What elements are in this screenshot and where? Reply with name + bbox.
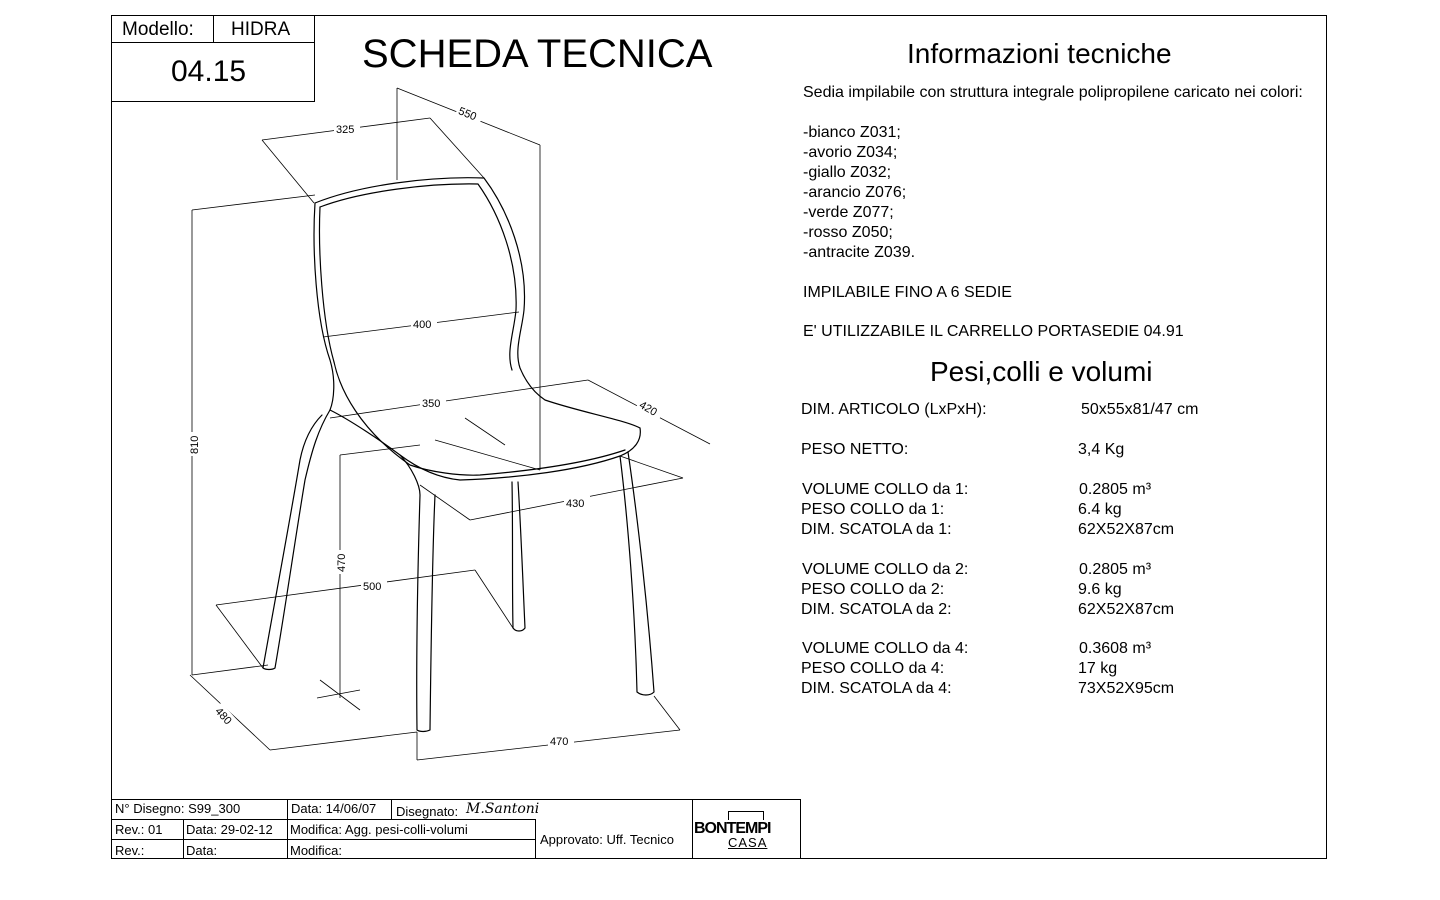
pack2-volume-value: 0.2805 m³ (1079, 561, 1152, 578)
pack2-box-value: 62X52X87cm (1078, 601, 1175, 618)
pack4-box-value: 73X52X95cm (1078, 680, 1175, 697)
drawing-date: Data: 14/06/07 (291, 801, 377, 816)
article-dim-value: 50x55x81/47 cm (1081, 401, 1199, 418)
revision-2-change: Modifica: (290, 843, 343, 858)
backrest-inner (320, 184, 516, 370)
revision-2-date: Data: (186, 843, 218, 858)
revision-1-change: Modifica: Agg. pesi-colli-volumi (290, 822, 468, 837)
color-item: -avorio Z034; (803, 144, 898, 161)
dim-total-height: 810 (189, 435, 201, 454)
pack4-volume-value: 0.3608 m³ (1079, 640, 1152, 657)
drawn-by-label: Disegnato: (396, 804, 459, 819)
dim-base-depth: 480 (212, 705, 234, 728)
pack1-weight-label: PESO COLLO da 1: (801, 501, 945, 518)
model-name: HIDRA (231, 19, 291, 40)
dim-seat-front: 430 (566, 498, 585, 510)
net-weight-label: PESO NETTO: (801, 441, 909, 458)
back-right-leg (620, 452, 654, 695)
dim-seat-height: 470 (336, 553, 348, 572)
revision-1: Rev.: 01 (115, 822, 163, 837)
model-label: Modello: (122, 19, 194, 40)
pack1-volume-value: 0.2805 m³ (1079, 481, 1152, 498)
color-item: -bianco Z031; (803, 124, 901, 141)
pack1-box-value: 62X52X87cm (1078, 521, 1175, 538)
pack4-box-label: DIM. SCATOLA da 4: (801, 680, 952, 697)
dim-seat-depth: 420 (636, 399, 659, 419)
dim-top-width: 325 (336, 124, 355, 136)
net-weight-value: 3,4 Kg (1078, 441, 1125, 458)
dim-base-width: 500 (363, 581, 382, 593)
dim-base-front: 470 (550, 736, 569, 748)
tech-info-heading: Informazioni tecniche (907, 38, 1172, 69)
pack4-volume-label: VOLUME COLLO da 4: (802, 640, 969, 657)
article-dim-label: DIM. ARTICOLO (LxPxH): (801, 401, 987, 418)
back-left-leg (512, 482, 525, 631)
weights-heading: Pesi,colli e volumi (930, 356, 1153, 387)
pack1-volume-label: VOLUME COLLO da 1: (802, 481, 969, 498)
front-right-leg (400, 455, 435, 732)
color-item: -rosso Z050; (803, 224, 893, 241)
front-left-leg (263, 410, 330, 670)
dim-depth-top: 550 (456, 105, 479, 124)
revision-1-date: Data: 29-02-12 (186, 822, 273, 837)
color-item: -antracite Z039. (803, 244, 916, 261)
pack1-box-label: DIM. SCATOLA da 1: (801, 521, 952, 538)
drawn-by-signature: M.Santoni (466, 801, 540, 817)
stack-note: IMPILABILE FINO A 6 SEDIE (803, 284, 1012, 301)
pack4-weight-label: PESO COLLO da 4: (801, 660, 945, 677)
pack2-weight-value: 9.6 kg (1078, 581, 1122, 598)
pack1-weight-value: 6.4 kg (1078, 501, 1122, 518)
drawing-number: N° Disegno: S99_300 (115, 801, 241, 816)
color-item: -arancio Z076; (803, 184, 907, 201)
logo-bottom: CASA (728, 835, 768, 850)
dim-back-width: 400 (413, 319, 432, 331)
revision-2: Rev.: (115, 843, 145, 858)
backrest-outline (315, 178, 640, 428)
model-code: 04.15 (171, 55, 247, 88)
sheet-title: SCHEDA TECNICA (362, 32, 713, 76)
dim-seat-width: 350 (422, 398, 441, 410)
logo-top: BONTEMPI (694, 820, 771, 837)
color-item: -verde Z077; (803, 204, 894, 221)
seat-outline (330, 410, 640, 480)
cart-note: E' UTILIZZABILE IL CARRELLO PORTASEDIE 04.91 (803, 323, 1184, 340)
approved-by: Approvato: Uff. Tecnico (540, 832, 674, 847)
pack2-volume-label: VOLUME COLLO da 2: (802, 561, 969, 578)
chair-drawing (170, 80, 770, 780)
tech-info-description: Sedia impilabile con struttura integrale polipropilene caricato nei colori: (803, 84, 1303, 101)
pack4-weight-value: 17 kg (1078, 660, 1118, 677)
pack2-weight-label: PESO COLLO da 2: (801, 581, 945, 598)
color-item: -giallo Z032; (803, 164, 892, 181)
pack2-box-label: DIM. SCATOLA da 2: (801, 601, 952, 618)
